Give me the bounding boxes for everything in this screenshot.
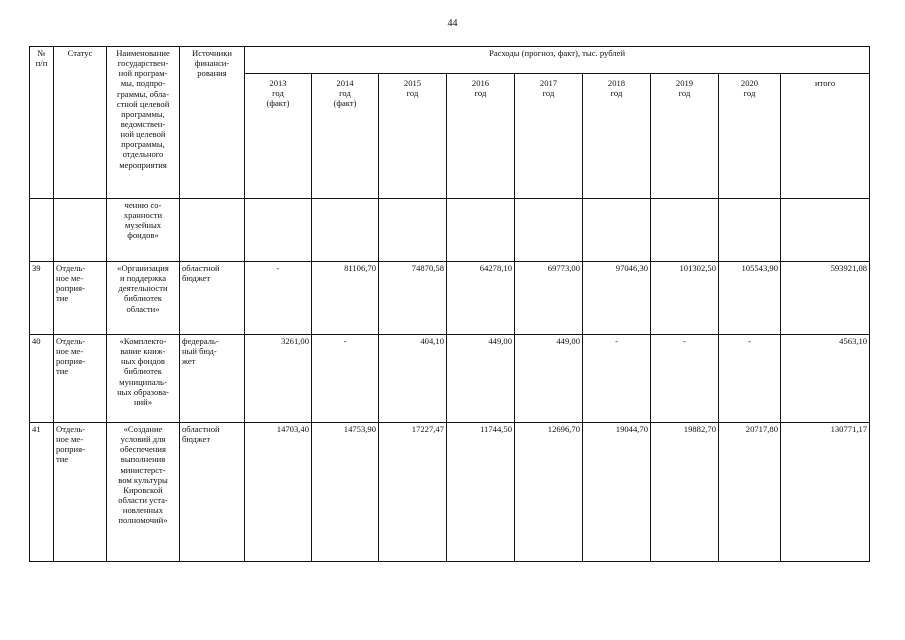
header-year-2019: 2019 год	[675, 78, 694, 99]
header-num: № п/п	[30, 47, 54, 199]
row-num: 39	[30, 262, 54, 335]
row-value-2016: 64278,10	[447, 262, 515, 335]
row-value-2013: 14703,40	[245, 423, 312, 562]
row-value-2018: 97046,30	[583, 262, 651, 335]
row-value-2017: 12696,70	[515, 423, 583, 562]
header-sources: Источники финанси- рования	[180, 47, 245, 199]
row-source: федераль- ный бюд- жет	[180, 335, 245, 423]
row-num: 41	[30, 423, 54, 562]
row-value-2020: -	[719, 335, 781, 423]
row-value-2015: 17227,47	[379, 423, 447, 562]
table-row	[30, 335, 870, 423]
row-value-2019: 101302,50	[651, 262, 719, 335]
row-value-2017: 449,00	[515, 335, 583, 423]
row-value-total: 4563,10	[781, 335, 870, 423]
row-value-2018: -	[583, 335, 651, 423]
row-source: областной бюджет	[180, 423, 245, 562]
row-value-total: 593921,08	[781, 262, 870, 335]
row-value-2020: 105543,90	[719, 262, 781, 335]
row-value-2018: 19044,70	[583, 423, 651, 562]
row-status: Отдель- ное ме- роприя- тие	[54, 335, 107, 423]
header-year-2015: 2015 год	[403, 78, 422, 99]
row-num: 40	[30, 335, 54, 423]
row-value-2013: 3261,00	[245, 335, 312, 423]
row-value-2016: 11744,50	[447, 423, 515, 562]
header-total: итого	[814, 78, 836, 88]
row-status: Отдель- ное ме- роприя- тие	[54, 423, 107, 562]
continuation-name: чению со- хранности музейных фондов»	[107, 199, 180, 262]
row-value-2016: 449,00	[447, 335, 515, 423]
header-status: Статус	[54, 47, 107, 199]
table-row	[30, 262, 870, 335]
header-year-2016: 2016 год	[471, 78, 490, 99]
table-row	[30, 423, 870, 562]
table-row-continuation	[30, 199, 870, 262]
row-value-2019: -	[651, 335, 719, 423]
row-value-2017: 69773,00	[515, 262, 583, 335]
row-value-2014: 14753,90	[312, 423, 379, 562]
header-year-2020: 2020 год	[740, 78, 759, 99]
header-name: Наименование государствен- ной програм- мы, подпро- граммы, обла- стной целевой программы, ведомствен- ной целевой программы, отдельного мероприятия	[107, 47, 180, 199]
header-year-2018: 2018 год	[607, 78, 626, 99]
row-name: «Комплекто- вание книж- ных фондов библиотек муниципаль- ных образова- ний»	[107, 335, 180, 423]
page-number: 44	[447, 18, 458, 29]
header-row	[30, 47, 870, 74]
header-year-2017: 2017 год	[539, 78, 558, 99]
row-status: Отдель- ное ме- роприя- тие	[54, 262, 107, 335]
row-value-2019: 19882,70	[651, 423, 719, 562]
row-value-2013: -	[245, 262, 312, 335]
row-value-2020: 20717,80	[719, 423, 781, 562]
row-value-2014: 81106,70	[312, 262, 379, 335]
row-value-2014: -	[312, 335, 379, 423]
row-source: областной бюджет	[180, 262, 245, 335]
header-expenses: Расходы (прогноз, факт), тыс. рублей	[245, 47, 870, 74]
row-value-2015: 404,10	[379, 335, 447, 423]
row-value-2015: 74870,58	[379, 262, 447, 335]
header-year-2014: 2014 год (факт)	[333, 78, 357, 109]
header-year-2013: 2013 год (факт)	[266, 78, 290, 109]
budget-table	[29, 46, 870, 562]
row-name: «Создание условий для обеспечения выполнения министерст- вом культуры Кировской области уста- новленных полномочий»	[107, 423, 180, 562]
row-value-total: 130771,17	[781, 423, 870, 562]
row-name: «Организация и поддержка деятельности библиотек области»	[107, 262, 180, 335]
